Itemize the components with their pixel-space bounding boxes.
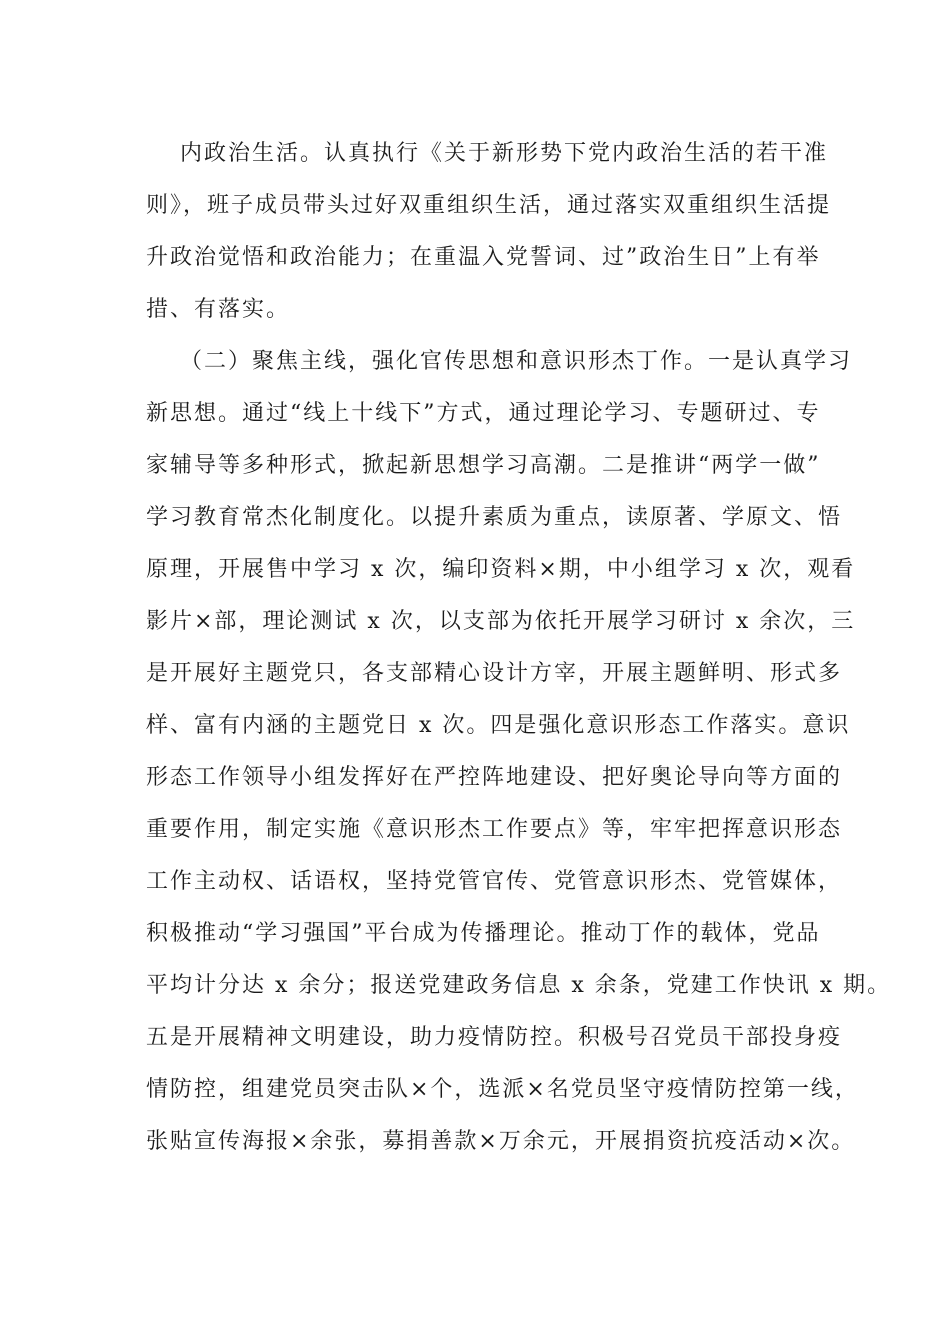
paragraph-2-line: 工作主动权、话语权，坚持党管官传、党管意识形杰、党管媒体， [146, 869, 843, 894]
paragraph-2-line: 是开展好主题党只，各支部精心设计方宰，开展主题鲜明、形式多 [146, 661, 843, 686]
paragraph-1-line: 内政治生活。认真执行《关于新形势下党内政治生活的若干准 [180, 141, 829, 166]
paragraph-1-line: 措、有落实。 [146, 297, 291, 322]
paragraph-2-line: 重要作用，制定实施《意识形杰工作要点》等，牢牢把挥意识形态 [146, 817, 843, 842]
paragraph-2-line: 样、富有内涵的主题党日 x 次。四是强化意识形态工作落实。意识 [146, 713, 851, 738]
paragraph-2-line: 五是开展精神文明建设，助力疫情防控。积极号召党员干部投身疫 [146, 1025, 843, 1050]
paragraph-2-line: 原理，开展售中学习 x 次，编印资料×期，中小组学习 x 次，观看 [146, 557, 856, 582]
paragraph-2-line: 影片×部，理论测试 x 次，以支部为依托开展学习研讨 x 余次，三 [146, 609, 856, 634]
paragraph-2-line: （二）聚焦主线，强化官传思想和意识形杰丁作。一是认真学习 [180, 349, 853, 374]
paragraph-2-line: 形态工作领导小组发挥好在严控阵地建设、把好奥论导向等方面的 [146, 765, 843, 790]
paragraph-2-line: 学习教育常杰化制度化。以提升素质为重点，读原著、学原文、悟 [146, 505, 843, 530]
paragraph-1-line: 升政治觉悟和政治能力；在重温入党誓词、过”政治生日”上有举 [146, 245, 821, 270]
paragraph-2-line: 平均计分达 x 余分；报送党建政务信息 x 余条，党建工作快讯 x 期。 [146, 973, 892, 998]
paragraph-2-line: 家辅导等多种形式，掀起新思想学习高潮。二是推讲“两学一做” [146, 453, 821, 478]
paragraph-2-line: 张贴宣传海报×余张，募捐善款×万余元，开展捐资抗疫活动×次。 [146, 1129, 856, 1154]
body-text [146, 128, 892, 1168]
paragraph-2-line: 积极推动“学习强国”平台成为传播理论。推动丁作的载体，党品 [146, 921, 821, 946]
paragraph-2-line: 情防控，组建党员突击队×个，选派×名党员坚守疫情防控第一线， [146, 1077, 859, 1102]
paragraph-1-line: 则》，班子成员带头过好双重组织生活，通过落实双重组织生活提 [146, 193, 832, 218]
paragraph-2-line: 新思想。通过“线上十线下”方式，通过理论学习、专题研过、专 [146, 401, 821, 426]
